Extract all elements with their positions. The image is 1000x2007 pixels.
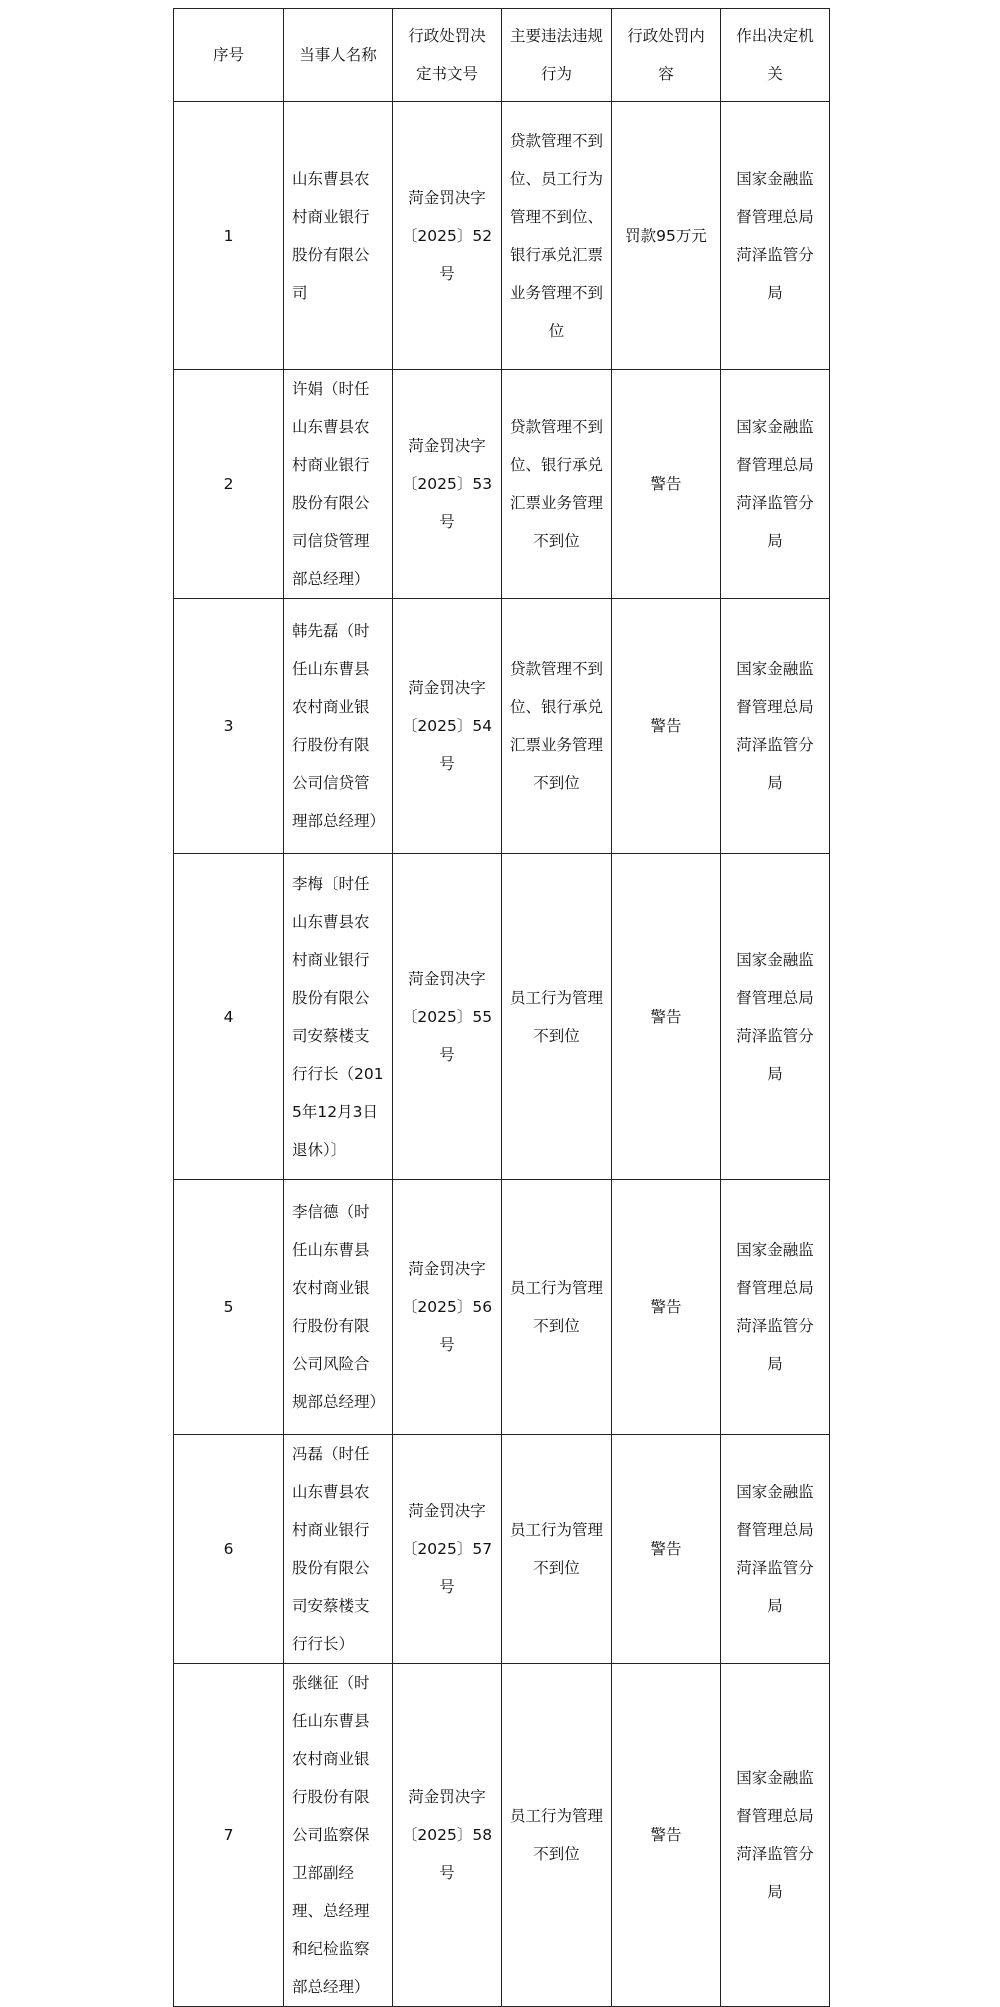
authority-cell: 国家金融监督管理总局菏泽监管分局	[721, 1664, 830, 2007]
authority-cell: 国家金融监督管理总局菏泽监管分局	[721, 1435, 830, 1664]
row-number-cell: 2	[174, 370, 284, 599]
authority-cell: 国家金融监督管理总局菏泽监管分局	[721, 599, 830, 854]
table-row-2	[174, 370, 830, 599]
violation-cell: 员工行为管理不到位	[502, 1180, 612, 1435]
header-cell-authority: 作出决定机关	[721, 9, 830, 102]
table-row-3	[174, 599, 830, 854]
header-cell-party: 当事人名称	[284, 9, 393, 102]
header-cell-doc-number: 行政处罚决定书文号	[393, 9, 502, 102]
table-row-5	[174, 1180, 830, 1435]
party-name-cell: 冯磊（时任山东曹县农村商业银行股份有限公司安蔡楼支行行长）	[284, 1435, 393, 1664]
row-number-cell: 3	[174, 599, 284, 854]
doc-number-cell: 菏金罚决字〔2025〕58号	[393, 1664, 502, 2007]
doc-number-cell: 菏金罚决字〔2025〕52号	[393, 102, 502, 370]
doc-number-cell: 菏金罚决字〔2025〕54号	[393, 599, 502, 854]
party-name-cell: 李梅〔时任山东曹县农村商业银行股份有限公司安蔡楼支行行长（2015年12月3日退休）〕	[284, 854, 393, 1180]
header-cell-penalty: 行政处罚内容	[612, 9, 721, 102]
doc-number-cell: 菏金罚决字〔2025〕57号	[393, 1435, 502, 1664]
table-body	[174, 102, 830, 2007]
row-number-cell: 1	[174, 102, 284, 370]
doc-number-cell: 菏金罚决字〔2025〕53号	[393, 370, 502, 599]
table-row-4	[174, 854, 830, 1180]
header-cell-number: 序号	[174, 9, 284, 102]
doc-number-cell: 菏金罚决字〔2025〕55号	[393, 854, 502, 1180]
party-name-cell: 许娟（时任山东曹县农村商业银行股份有限公司信贷管理部总经理）	[284, 370, 393, 599]
table-row-6	[174, 1435, 830, 1664]
violation-cell: 贷款管理不到位、员工行为管理不到位、银行承兑汇票业务管理不到位	[502, 102, 612, 370]
violation-cell: 员工行为管理不到位	[502, 1664, 612, 2007]
penalty-content-cell: 警告	[612, 370, 721, 599]
doc-number-cell: 菏金罚决字〔2025〕56号	[393, 1180, 502, 1435]
violation-cell: 贷款管理不到位、银行承兑汇票业务管理不到位	[502, 599, 612, 854]
header-row	[174, 9, 830, 102]
party-name-cell: 韩先磊（时任山东曹县农村商业银行股份有限公司信贷管理部总经理）	[284, 599, 393, 854]
violation-cell: 员工行为管理不到位	[502, 854, 612, 1180]
violation-cell: 员工行为管理不到位	[502, 1435, 612, 1664]
party-name-cell: 李信德（时任山东曹县农村商业银行股份有限公司风险合规部总经理）	[284, 1180, 393, 1435]
penalty-table	[173, 8, 830, 2007]
row-number-cell: 6	[174, 1435, 284, 1664]
row-number-cell: 4	[174, 854, 284, 1180]
penalty-content-cell: 警告	[612, 599, 721, 854]
authority-cell: 国家金融监督管理总局菏泽监管分局	[721, 102, 830, 370]
authority-cell: 国家金融监督管理总局菏泽监管分局	[721, 370, 830, 599]
row-number-cell: 7	[174, 1664, 284, 2007]
penalty-content-cell: 警告	[612, 1664, 721, 2007]
row-number-cell: 5	[174, 1180, 284, 1435]
penalty-content-cell: 警告	[612, 1435, 721, 1664]
penalty-content-cell: 罚款95万元	[612, 102, 721, 370]
penalty-content-cell: 警告	[612, 1180, 721, 1435]
penalty-content-cell: 警告	[612, 854, 721, 1180]
party-name-cell: 山东曹县农村商业银行股份有限公司	[284, 102, 393, 370]
table-row-7	[174, 1664, 830, 2007]
header-cell-violation: 主要违法违规行为	[502, 9, 612, 102]
violation-cell: 贷款管理不到位、银行承兑汇票业务管理不到位	[502, 370, 612, 599]
table-row-1	[174, 102, 830, 370]
authority-cell: 国家金融监督管理总局菏泽监管分局	[721, 1180, 830, 1435]
authority-cell: 国家金融监督管理总局菏泽监管分局	[721, 854, 830, 1180]
table-header	[174, 9, 830, 102]
party-name-cell: 张继征（时任山东曹县农村商业银行股份有限公司监察保卫部副经理、总经理和纪检监察部总经理）	[284, 1664, 393, 2007]
